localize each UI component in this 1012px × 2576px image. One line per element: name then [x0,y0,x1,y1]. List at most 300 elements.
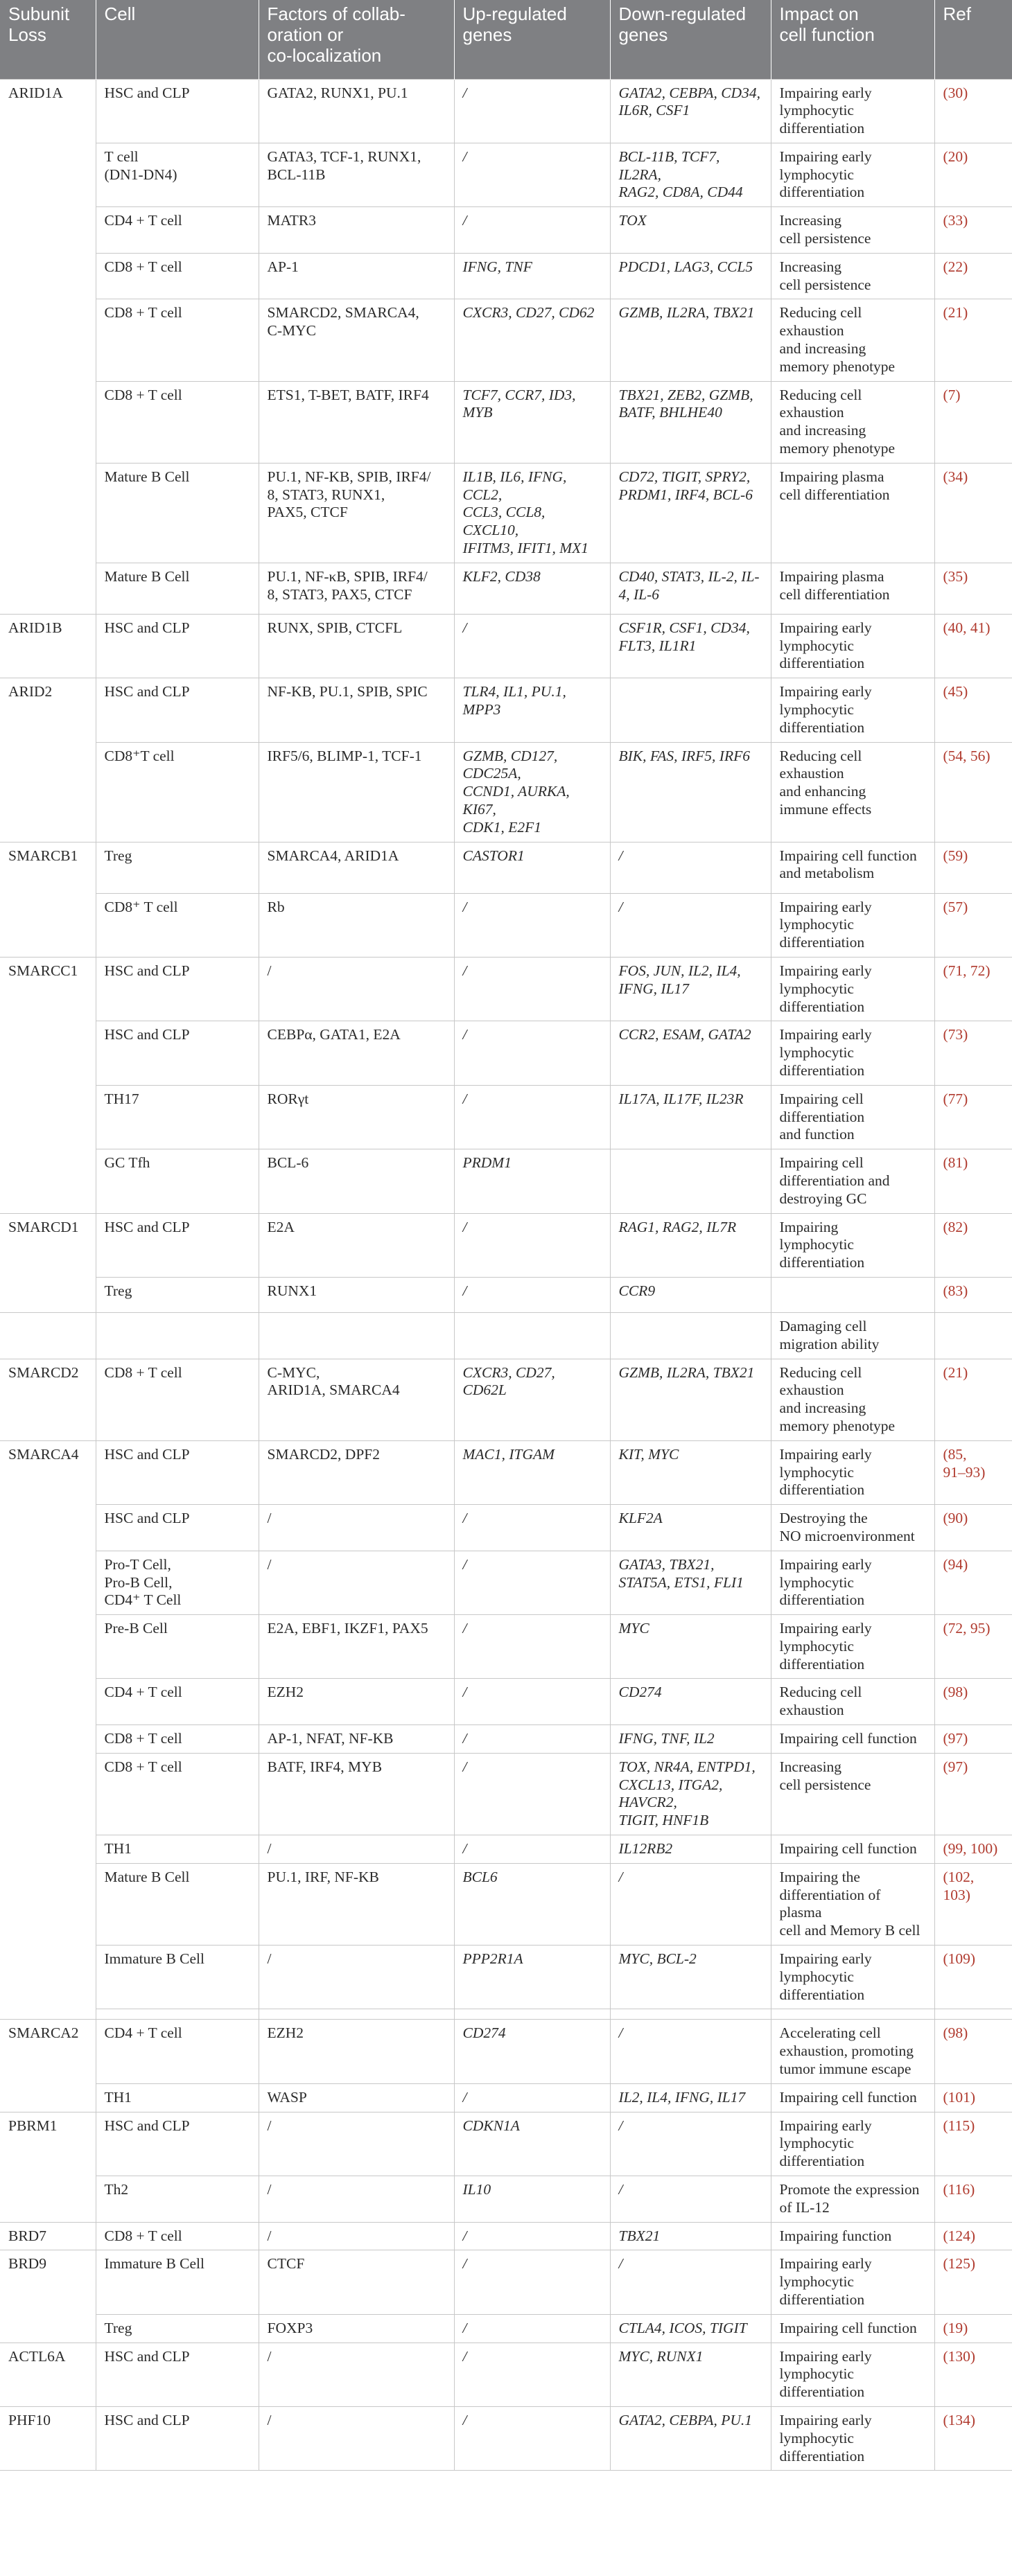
ref-cell: (83) [934,1277,1012,1312]
subunit-loss-cell: ARID1A [0,79,96,614]
impact-cell: Impairing function [771,2222,934,2250]
up-genes-cell: CDKN1A [454,2112,610,2176]
subunit-loss-cell: ARID1B [0,614,96,678]
table-row [0,1213,1012,1277]
up-genes-cell: IL1B, IL6, IFNG, CCL2, CCL3, CCL8, CXCL10, IFITM3, IFIT1, MX1 [454,463,610,563]
up-genes-cell: / [454,1505,610,1551]
factors-cell: PU.1, IRF, NF-KB [259,1863,454,1945]
impact-cell: Impairing early lymphocytic differentiation [771,1615,934,1679]
table-row [0,1149,1012,1213]
table-row [0,2176,1012,2223]
up-genes-cell: / [454,1085,610,1149]
down-genes-cell: KLF2A [610,1505,771,1551]
factors-cell: / [259,2406,454,2470]
ref-cell: (109) [934,1946,1012,2009]
down-genes-cell: CCR9 [610,1277,771,1312]
ref-cell: (99, 100) [934,1835,1012,1864]
up-genes-cell: CXCR3, CD27, CD62L [454,1359,610,1440]
cell-cell: HSC and CLP [96,1505,259,1551]
down-genes-cell: / [610,2020,771,2083]
cell-cell: Mature B Cell [96,563,259,614]
table-row [0,381,1012,463]
cell-cell: HSC and CLP [96,957,259,1021]
factors-cell: ETS1, T-BET, BATF, IRF4 [259,381,454,463]
factors-cell: PU.1, NF-KB, SPIB, IRF4/ 8, STAT3, RUNX1, PAX5, CTCF [259,463,454,563]
impact-cell: Impairing early lymphocytic differentiation [771,1440,934,1504]
cell-cell: HSC and CLP [96,79,259,143]
up-genes-cell: / [454,2222,610,2250]
down-genes-cell: FOS, JUN, IL2, IL4, IFNG, IL17 [610,957,771,1021]
cell-cell: CD8 + T cell [96,1359,259,1440]
subunit-loss-cell: PHF10 [0,2406,96,2470]
up-genes-cell: PPP2R1A [454,1946,610,2009]
table-row [0,957,1012,1021]
up-genes-cell: CXCR3, CD27, CD62 [454,299,610,381]
cell-cell: TH1 [96,2083,259,2112]
table-row [0,143,1012,206]
impact-cell: Impairing early lymphocytic differentiation [771,2112,934,2176]
factors-cell: Rb [259,893,454,957]
cell-cell: HSC and CLP [96,2112,259,2176]
up-genes-cell: / [454,2314,610,2343]
impact-cell: Impairing lymphocytic differentiation [771,1213,934,1277]
header-cell: Cell [96,0,259,79]
down-genes-cell: IL17A, IL17F, IL23R [610,1085,771,1149]
impact-cell: Impairing early lymphocytic differentiation [771,893,934,957]
impact-cell: Impairing cell function [771,1725,934,1754]
down-genes-cell: GATA2, CEBPA, PU.1 [610,2406,771,2470]
cell-cell [96,1312,259,1359]
factors-cell: / [259,2343,454,2406]
header-subunit-loss: Subunit Loss [0,0,96,79]
down-genes-cell [610,2009,771,2020]
subunit-loss-cell: PBRM1 [0,2112,96,2222]
up-genes-cell: / [454,1277,610,1312]
down-genes-cell: CTLA4, ICOS, TIGIT [610,2314,771,2343]
cell-cell: TH17 [96,1085,259,1149]
ref-cell: (71, 72) [934,957,1012,1021]
table-row [0,1277,1012,1312]
cell-cell: Immature B Cell [96,2250,259,2314]
down-genes-cell [610,1149,771,1213]
impact-cell: Increasing cell persistence [771,1753,934,1835]
down-genes-cell: CCR2, ESAM, GATA2 [610,1021,771,1085]
cell-cell: CD8⁺ T cell [96,893,259,957]
impact-cell: Impairing cell function and metabolism [771,842,934,893]
up-genes-cell: / [454,79,610,143]
table-row [0,1753,1012,1835]
cell-cell: CD8 + T cell [96,1725,259,1754]
ref-cell: (30) [934,79,1012,143]
impact-cell: Impairing cell differentiation and function [771,1085,934,1149]
ref-cell: (125) [934,2250,1012,2314]
ref-cell: (134) [934,2406,1012,2470]
impact-cell: Impairing early lymphocytic differentiation [771,2406,934,2470]
up-genes-cell: / [454,2406,610,2470]
up-genes-cell: GZMB, CD127, CDC25A, CCND1, AURKA, KI67, CDK1, E2F1 [454,742,610,842]
impact-cell: Impairing plasma cell differentiation [771,563,934,614]
cell-cell: CD8 + T cell [96,1753,259,1835]
cell-cell: TH1 [96,1835,259,1864]
up-genes-cell: KLF2, CD38 [454,563,610,614]
factors-cell [259,1312,454,1359]
impact-cell: Reducing cell exhaustion and enhancing immune effects [771,742,934,842]
cell-cell: CD8 + T cell [96,2222,259,2250]
up-genes-cell: / [454,1835,610,1864]
table-row [0,2343,1012,2406]
down-genes-cell: RAG1, RAG2, IL7R [610,1213,771,1277]
cell-cell: HSC and CLP [96,2406,259,2470]
table-row [0,2250,1012,2314]
cell-cell: CD4 + T cell [96,1679,259,1725]
down-genes-cell [610,1312,771,1359]
cell-cell: Treg [96,2314,259,2343]
up-genes-cell: TCF7, CCR7, ID3, MYB [454,381,610,463]
ref-cell: (72, 95) [934,1615,1012,1679]
ref-cell: (98) [934,2020,1012,2083]
table-body [0,79,1012,2471]
table-row [0,253,1012,299]
table-row [0,79,1012,143]
impact-cell: Reducing cell exhaustion and increasing memory phenotype [771,1359,934,1440]
ref-cell: (98) [934,1679,1012,1725]
impact-cell: Increasing cell persistence [771,207,934,254]
factors-cell: SMARCD2, SMARCA4, C-MYC [259,299,454,381]
factors-cell: FOXP3 [259,2314,454,2343]
factors-cell: SMARCD2, DPF2 [259,1440,454,1504]
factors-cell: CEBPα, GATA1, E2A [259,1021,454,1085]
up-genes-cell: BCL6 [454,1863,610,1945]
subunit-loss-cell: ARID2 [0,678,96,842]
ref-cell: (101) [934,2083,1012,2112]
down-genes-cell: / [610,1863,771,1945]
ref-cell: (90) [934,1505,1012,1551]
factors-cell: / [259,957,454,1021]
factors-cell: EZH2 [259,1679,454,1725]
impact-cell: Impairing early lymphocytic differentiation [771,2343,934,2406]
factors-cell: GATA2, RUNX1, PU.1 [259,79,454,143]
table-row [0,2222,1012,2250]
cell-cell: CD4 + T cell [96,207,259,254]
impact-cell: Impairing early lymphocytic differentiation [771,678,934,742]
down-genes-cell: CD274 [610,1679,771,1725]
up-genes-cell: / [454,2343,610,2406]
subunit-loss-cell: SMARCB1 [0,842,96,957]
impact-cell: Accelerating cell exhaustion, promoting tumor immune escape [771,2020,934,2083]
impact-cell: Impairing early lymphocytic differentiation [771,1021,934,1085]
up-genes-cell: / [454,614,610,678]
up-genes-cell [454,1312,610,1359]
up-genes-cell [454,2009,610,2020]
up-genes-cell: / [454,1213,610,1277]
subunit-loss-cell: SMARCA4 [0,1440,96,2020]
subunit-loss-cell: SMARCC1 [0,957,96,1213]
impact-cell: Impairing early lymphocytic differentiation [771,1946,934,2009]
table-row [0,1551,1012,1614]
down-genes-cell: / [610,2250,771,2314]
factors-cell: PU.1, NF-κB, SPIB, IRF4/ 8, STAT3, PAX5, CTCF [259,563,454,614]
down-genes-cell: TBX21, ZEB2, GZMB, BATF, BHLHE40 [610,381,771,463]
ref-cell [934,2009,1012,2020]
factors-cell: RORγt [259,1085,454,1149]
subunit-loss-cell: SMARCA2 [0,2020,96,2112]
impact-cell: Impairing cell function [771,2314,934,2343]
up-genes-cell: TLR4, IL1, PU.1, MPP3 [454,678,610,742]
subunit-loss-cell: SMARCD2 [0,1359,96,1440]
cell-cell: HSC and CLP [96,1440,259,1504]
factors-cell: BCL-6 [259,1149,454,1213]
down-genes-cell: CSF1R, CSF1, CD34, FLT3, IL1R1 [610,614,771,678]
ref-cell: (81) [934,1149,1012,1213]
subunit-loss-cell: BRD9 [0,2250,96,2343]
table-row [0,2314,1012,2343]
table-row [0,1359,1012,1440]
table-row [0,2406,1012,2470]
up-genes-cell: MAC1, ITGAM [454,1440,610,1504]
ref-cell: (124) [934,2222,1012,2250]
impact-cell: Increasing cell persistence [771,253,934,299]
down-genes-cell: TOX, NR4A, ENTPD1, CXCL13, ITGA2, HAVCR2, TIGIT, HNF1B [610,1753,771,1835]
table-row [0,842,1012,893]
subunit-loss-cell: ACTL6A [0,2343,96,2406]
table-row [0,1835,1012,1864]
factors-cell: / [259,2176,454,2223]
cell-cell: GC Tfh [96,1149,259,1213]
up-genes-cell: IFNG, TNF [454,253,610,299]
down-genes-cell: MYC [610,1615,771,1679]
factors-cell: GATA3, TCF-1, RUNX1, BCL-11B [259,143,454,206]
ref-cell: (130) [934,2343,1012,2406]
down-genes-cell: / [610,893,771,957]
ref-cell: (102, 103) [934,1863,1012,1945]
down-genes-cell: BCL-11B, TCF7, IL2RA, RAG2, CD8A, CD44 [610,143,771,206]
impact-cell: Impairing cell differentiation and destroying GC [771,1149,934,1213]
up-genes-cell: / [454,1021,610,1085]
down-genes-cell: PDCD1, LAG3, CCL5 [610,253,771,299]
header-ref: Ref [934,0,1012,79]
ref-cell: (94) [934,1551,1012,1614]
table-row [0,1085,1012,1149]
cell-cell: HSC and CLP [96,1021,259,1085]
header-impact: Impact on cell function [771,0,934,79]
factors-cell: WASP [259,2083,454,2112]
impact-cell: Damaging cell migration ability [771,1312,934,1359]
cell-cell: Treg [96,842,259,893]
ref-cell: (20) [934,143,1012,206]
factors-cell: BATF, IRF4, MYB [259,1753,454,1835]
ref-cell: (35) [934,563,1012,614]
header-up-regulated: Up-regulated genes [454,0,610,79]
ref-cell: (115) [934,2112,1012,2176]
impact-cell [771,2009,934,2020]
ref-cell: (85, 91–93) [934,1440,1012,1504]
ref-cell: (34) [934,463,1012,563]
table-row [0,1946,1012,2009]
table-row [0,1863,1012,1945]
up-genes-cell: IL10 [454,2176,610,2223]
impact-cell: Impairing cell function [771,2083,934,2112]
impact-cell: Impairing early lymphocytic differentiation [771,614,934,678]
header-row [0,0,1012,79]
cell-cell: Treg [96,1277,259,1312]
cell-cell: CD8 + T cell [96,381,259,463]
cell-cell: HSC and CLP [96,2343,259,2406]
factors-cell: / [259,1835,454,1864]
table-row [0,2009,1012,2020]
impact-cell: Reducing cell exhaustion [771,1679,934,1725]
down-genes-cell: IFNG, TNF, IL2 [610,1725,771,1754]
cell-cell: Th2 [96,2176,259,2223]
down-genes-cell: MYC, BCL-2 [610,1946,771,2009]
down-genes-cell: MYC, RUNX1 [610,2343,771,2406]
up-genes-cell: / [454,1725,610,1754]
down-genes-cell: GZMB, IL2RA, TBX21 [610,299,771,381]
ref-cell: (73) [934,1021,1012,1085]
ref-cell: (22) [934,253,1012,299]
table-row [0,1021,1012,1085]
table-row [0,1725,1012,1754]
cell-cell: HSC and CLP [96,678,259,742]
table-row [0,2112,1012,2176]
factors-cell: MATR3 [259,207,454,254]
up-genes-cell: CD274 [454,2020,610,2083]
down-genes-cell: TOX [610,207,771,254]
up-genes-cell: / [454,1551,610,1614]
up-genes-cell: / [454,1679,610,1725]
table-row [0,893,1012,957]
cell-cell: HSC and CLP [96,1213,259,1277]
down-genes-cell: / [610,842,771,893]
up-genes-cell: / [454,893,610,957]
down-genes-cell [610,678,771,742]
factors-cell: EZH2 [259,2020,454,2083]
cell-cell: CD8 + T cell [96,253,259,299]
ref-cell: (40, 41) [934,614,1012,678]
cell-cell: Pro-T Cell, Pro-B Cell, CD4⁺ T Cell [96,1551,259,1614]
impact-cell: Promote the expression of IL-12 [771,2176,934,2223]
down-genes-cell: / [610,2112,771,2176]
factors-cell: / [259,2222,454,2250]
impact-cell [771,1277,934,1312]
cell-cell: Mature B Cell [96,463,259,563]
up-genes-cell: / [454,207,610,254]
impact-cell: Destroying the NO microenvironment [771,1505,934,1551]
factors-cell: C-MYC, ARID1A, SMARCA4 [259,1359,454,1440]
down-genes-cell: BIK, FAS, IRF5, IRF6 [610,742,771,842]
table-row [0,678,1012,742]
cell-cell: Mature B Cell [96,1863,259,1945]
down-genes-cell: IL2, IL4, IFNG, IL17 [610,2083,771,2112]
up-genes-cell: PRDM1 [454,1149,610,1213]
factors-cell: / [259,1551,454,1614]
ref-cell: (54, 56) [934,742,1012,842]
table-row [0,1615,1012,1679]
impact-cell: Impairing early lymphocytic differentiation [771,79,934,143]
cell-cell: CD8⁺T cell [96,742,259,842]
factors-cell: AP-1 [259,253,454,299]
ref-cell: (57) [934,893,1012,957]
cell-cell: Immature B Cell [96,1946,259,2009]
impact-cell: Reducing cell exhaustion and increasing memory phenotype [771,381,934,463]
impact-cell: Impairing plasma cell differentiation [771,463,934,563]
cell-cell: T cell (DN1-DN4) [96,143,259,206]
ref-cell [934,1312,1012,1359]
ref-cell: (116) [934,2176,1012,2223]
factors-cell: E2A, EBF1, IKZF1, PAX5 [259,1615,454,1679]
down-genes-cell: CD72, TIGIT, SPRY2, PRDM1, IRF4, BCL-6 [610,463,771,563]
impact-cell: Reducing cell exhaustion and increasing memory phenotype [771,299,934,381]
impact-cell: Impairing the differentiation of plasma cell and Memory B cell [771,1863,934,1945]
ref-cell: (82) [934,1213,1012,1277]
cell-cell: CD8 + T cell [96,299,259,381]
subunit-loss-cell: BRD7 [0,2222,96,2250]
up-genes-cell: / [454,1753,610,1835]
table-row [0,742,1012,842]
table-row [0,1505,1012,1551]
table-row [0,2020,1012,2083]
table-row [0,1440,1012,1504]
impact-cell: Impairing early lymphocytic differentiation [771,1551,934,1614]
up-genes-cell: / [454,1615,610,1679]
factors-cell: IRF5/6, BLIMP-1, TCF-1 [259,742,454,842]
down-genes-cell: TBX21 [610,2222,771,2250]
factors-cell: / [259,1505,454,1551]
factors-cell: NF-KB, PU.1, SPIB, SPIC [259,678,454,742]
cell-cell: Pre-B Cell [96,1615,259,1679]
ref-cell: (19) [934,2314,1012,2343]
table-header [0,0,1012,79]
down-genes-cell: GZMB, IL2RA, TBX21 [610,1359,771,1440]
up-genes-cell: / [454,2250,610,2314]
subunit-loss-cell [0,1312,96,1359]
table-row [0,463,1012,563]
table-row [0,1679,1012,1725]
ref-cell: (21) [934,299,1012,381]
up-genes-cell: / [454,143,610,206]
table-row [0,563,1012,614]
impact-cell: Impairing cell function [771,1835,934,1864]
impact-cell: Impairing early lymphocytic differentiation [771,143,934,206]
table-row [0,207,1012,254]
factors-cell: / [259,1946,454,2009]
down-genes-cell: CD40, STAT3, IL-2, IL- 4, IL-6 [610,563,771,614]
impact-cell: Impairing early lymphocytic differentiation [771,2250,934,2314]
ref-cell: (97) [934,1753,1012,1835]
cell-cell [96,2009,259,2020]
ref-cell: (7) [934,381,1012,463]
factors-cell [259,2009,454,2020]
table-row [0,2083,1012,2112]
subunit-loss-cell: SMARCD1 [0,1213,96,1312]
up-genes-cell: / [454,957,610,1021]
down-genes-cell: GATA2, CEBPA, CD34, IL6R, CSF1 [610,79,771,143]
ref-cell: (77) [934,1085,1012,1149]
factors-cell: CTCF [259,2250,454,2314]
table-row [0,1312,1012,1359]
up-genes-cell: CASTOR1 [454,842,610,893]
factors-cell: SMARCA4, ARID1A [259,842,454,893]
header-factors: Factors of collab- oration or co-localization [259,0,454,79]
ref-cell: (21) [934,1359,1012,1440]
ref-cell: (59) [934,842,1012,893]
cell-cell: CD4 + T cell [96,2020,259,2083]
down-genes-cell: GATA3, TBX21, STAT5A, ETS1, FLI1 [610,1551,771,1614]
table-row [0,299,1012,381]
impact-cell: Impairing early lymphocytic differentiation [771,957,934,1021]
header-down-regulated: Down-regulated genes [610,0,771,79]
ref-cell: (45) [934,678,1012,742]
down-genes-cell: IL12RB2 [610,1835,771,1864]
